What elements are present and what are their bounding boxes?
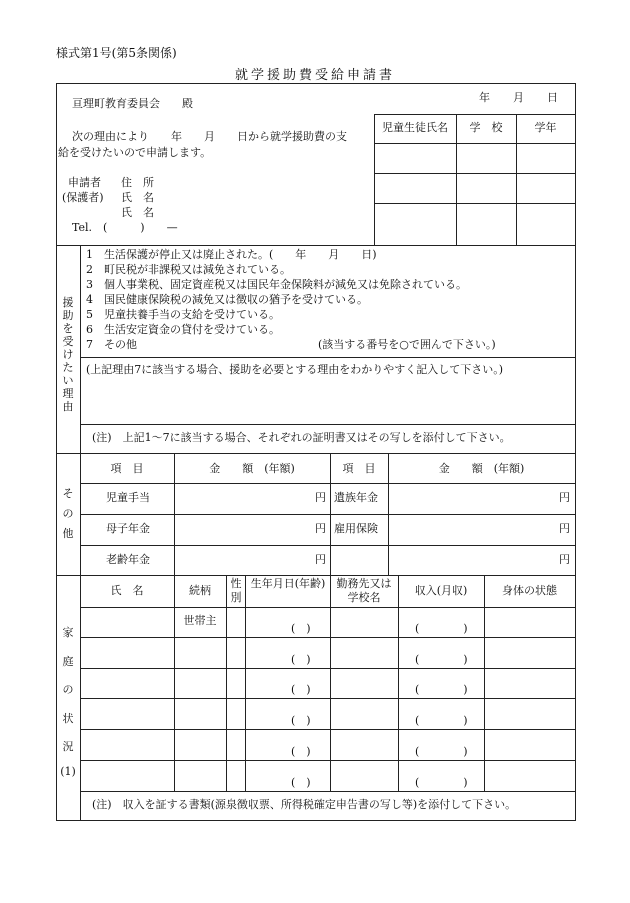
family-age-field: ( ) (291, 745, 311, 758)
family-header-birthdate: 生年月日(年齢) (250, 577, 326, 590)
other-amount-unit: 円 (315, 522, 326, 535)
other-item-mother-child-pension: 母子年金 (106, 522, 150, 535)
other-amount-unit: 円 (559, 553, 570, 566)
family-header-relation: 続柄 (189, 584, 211, 597)
applicant-label: 申請者 (68, 176, 101, 189)
applicant-name-label: 氏 名 (121, 191, 154, 204)
form-title: 就学援助費受給申請書 (235, 68, 396, 83)
reason-item-1: 1 生活保護が停止又は廃止された。( 年 月 日) (86, 248, 377, 261)
family-age-field: ( ) (291, 714, 311, 727)
other-header-amount-left: 金 額 (年額) (209, 462, 295, 475)
family-header-income: 収入(月収) (414, 584, 468, 597)
family-header-sex: 性別 (230, 577, 242, 604)
family-income-field: ( ) (415, 622, 468, 635)
reason-item-2: 2 町民税が非課税又は減免されている。 (86, 263, 291, 276)
reason-item-3: 3 個人事業税、固定資産税又は国民年金保険料が減免又は免除されている。 (86, 278, 467, 291)
other-reason-prompt: (上記理由7に該当する場合、援助を必要とする理由をわかりやすく記入して下さい。) (86, 363, 504, 376)
tel-label: Tel. ( ) — (72, 221, 178, 234)
family-header-condition: 身体の状態 (502, 584, 557, 597)
other-amount-unit: 円 (315, 491, 326, 504)
reason-item-7-note: (該当する番号を○で囲んで下さい。) (318, 338, 496, 351)
date-month-label: 月 (513, 91, 524, 104)
form-number: 様式第1号(第5条関係) (56, 46, 177, 60)
reason-item-7: 7 その他 (86, 338, 137, 351)
family-age-field: ( ) (291, 653, 311, 666)
family-income-field: ( ) (415, 653, 468, 666)
reason-item-6: 6 生活安定資金の貸付を受けている。 (86, 323, 280, 336)
applicant-name-label-2: 氏 名 (121, 206, 154, 219)
addressee: 亘理町教育委員会 殿 (72, 97, 193, 110)
family-header-name: 氏 名 (110, 584, 144, 597)
other-header-item-left: 項 目 (110, 462, 144, 475)
student-name-header: 児童生徒氏名 (382, 121, 448, 134)
other-item-child-allowance: 児童手当 (106, 491, 150, 504)
family-side-label-2: 庭 (62, 655, 74, 668)
family-side-label-3: の (62, 683, 74, 696)
other-item-survivors-pension: 遺族年金 (334, 491, 378, 504)
other-amount-unit: 円 (315, 553, 326, 566)
family-age-field: ( ) (291, 776, 311, 789)
guardian-label: (保護者) (62, 191, 104, 204)
other-amount-unit: 円 (559, 491, 570, 504)
family-side-label-1: 家 (62, 626, 74, 639)
family-age-field: ( ) (291, 683, 311, 696)
other-item-employment-insurance: 雇用保険 (334, 522, 378, 535)
reasons-side-label: 援助を受けたい理由 (62, 296, 74, 413)
school-header: 学 校 (469, 121, 503, 134)
family-side-label-4: 状 (62, 712, 74, 725)
reasons-note: (注) 上記1～7に該当する場合、それぞれの証明書又はその写しを添付して下さい。 (92, 431, 511, 444)
family-header-workplace: 勤務先又は学校名 (336, 577, 392, 604)
date-year-label: 年 (479, 91, 490, 104)
family-row-1-relation: 世帯主 (183, 614, 217, 627)
family-income-field: ( ) (415, 745, 468, 758)
family-income-field: ( ) (415, 683, 468, 696)
family-side-label-6: (1) (60, 765, 76, 778)
family-age-field: ( ) (291, 622, 311, 635)
other-item-old-age-pension: 老齢年金 (106, 553, 150, 566)
reason-item-5: 5 児童扶養手当の支給を受けている。 (86, 308, 280, 321)
request-line-1: 次の理由により 年 月 日から就学援助費の支 (72, 130, 347, 143)
family-note: (注) 収入を証する書類(源泉徴収票、所得税確定申告書の写し等)を添付して下さい。 (92, 798, 517, 811)
other-amount-unit: 円 (559, 522, 570, 535)
reason-item-4: 4 国民健康保険税の減免又は徴収の猶予を受けている。 (86, 293, 368, 306)
request-line-2: 給を受けたいので申請します。 (58, 146, 212, 159)
family-income-field: ( ) (415, 714, 468, 727)
other-side-label: その他 (62, 487, 74, 540)
other-header-item-right: 項 目 (342, 462, 376, 475)
other-header-amount-right: 金 額 (年額) (438, 462, 525, 475)
family-side-label-5: 況 (62, 740, 74, 753)
address-label: 住 所 (121, 176, 154, 189)
date-day-label: 日 (547, 91, 558, 104)
grade-header: 学年 (534, 121, 557, 134)
family-income-field: ( ) (415, 776, 468, 789)
